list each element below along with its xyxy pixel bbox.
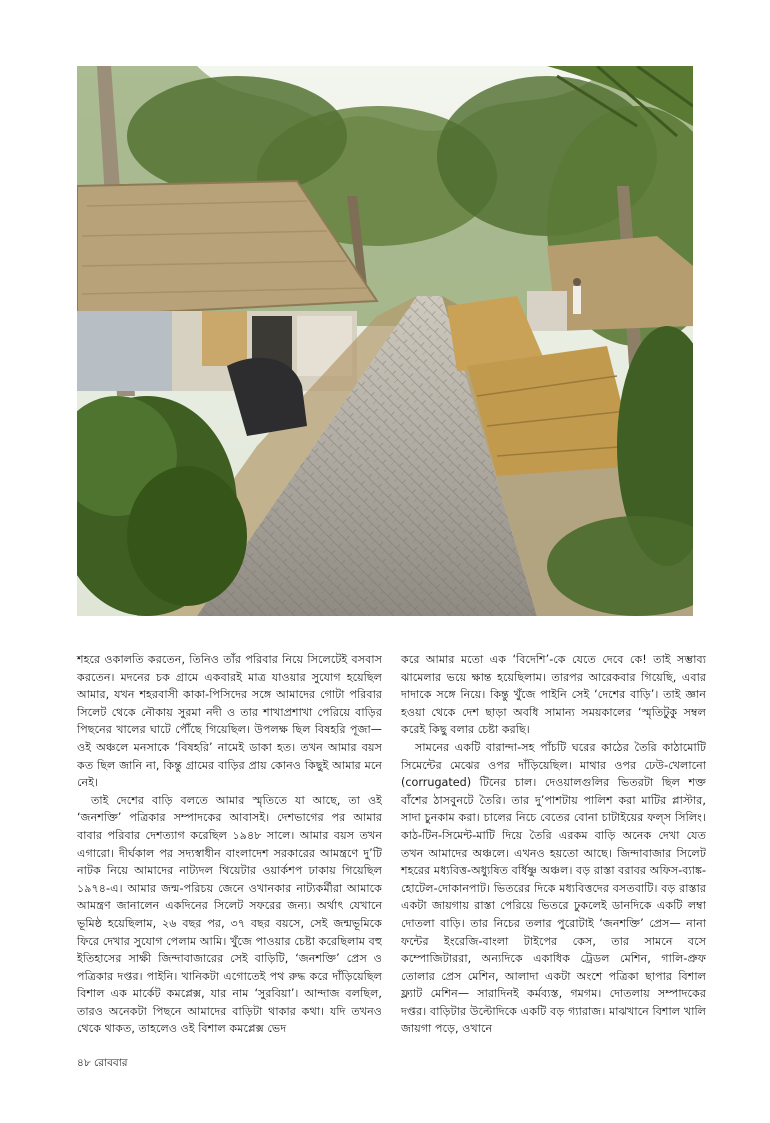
village-lane-photo	[77, 66, 693, 616]
article-left-column	[77, 651, 382, 1038]
page-footer	[77, 1056, 128, 1073]
paragraph: সামনের একটি বারান্দা-সহ পাঁচটি ঘরের কাঠের তৈরি কাঠামোটি সিমেন্টের মেঝের ওপর দাঁড়িয়েছিল। মাথার ওপর ঢেউ-খেলানো (corrugated) টিনের চাল। দেওয়ালগুলির ভিতরটা ছিল শক্ত বাঁশের ঠাসবুনটে তৈরি। তার দু’পাশটায় পালিশ করা মাটির প্লাস্টার, সাদা চুনকাম করা। চালের নিচে বেতের বোনা চাটাইয়ের ফল্‌স সিলিং। কাঠ-টিন-সিমেন্ট-মাটি দিয়ে তৈরি এরকম বাড়ি অনেক দেখা যেত তখন আমাদের অঞ্চলে। এখনও হয়তো আছে। জিন্দাবাজার সিলেট শহরের মধ্যবিত্ত-অধ্যুষিত বর্ধিষ্ণু অঞ্চল। বড় রাস্তা বরাবর অফিস-ব্যাঙ্ক-হোটেল-দোকানপাট। ভিতরের দিকে মধ্যবিত্তদের বসতবাটি। বড় রাস্তার একটা জায়গায় রাস্তা পেরিয়ে ভিতরে ঢুকলেই ডানদিকে একটি লম্বা দোতলা বাড়ি। তার নিচের তলার পুরোটাই ‘জনশক্তি’ প্রেস— নানা ফন্টের ইংরেজি-বাংলা টাইপের কেস, তার সামনে বসে কম্পোজিটাররা, অন্যদিকে একাধিক ট্রেডল মেশিন, গালি-প্রুফ তোলার প্রেস মেশিন, আলাদা একটা অংশে পত্রিকা ছাপার বিশাল ফ্ল্যাট মেশিন— সারাদিনই কর্মব্যস্ত, গমগম। দোতলায় সম্পাদকের দপ্তর। বাড়িটার উল্টোদিকে একটি বড় গ্যারাজ। মাঝখানে বিশাল খালি জায়গা পড়ে, ওখানে	[401, 740, 706, 1036]
article-right-column	[401, 651, 706, 1038]
magazine-name: রোববার	[93, 1057, 128, 1069]
paragraph: করে আমার মতো এক ‘বিদেশি’-কে যেতে দেবে কে! তাই সম্ভাব্য ঝামেলার ভয়ে ক্ষান্ত হয়েছিলাম। তারপর আরেকবার গিয়েছি, এবার দাদাকে সঙ্গে নিয়ে। কিন্তু খুঁজে পাইনি সেই ‘দেশের বাড়ি’। তাই জ্ঞান হওয়া থেকে দেশ ছাড়া অবধি সামান্য সময়কালের ‘স্মৃতিটুকু সম্বল করেই কিছু বলার চেষ্টা করছি।	[401, 653, 706, 737]
paragraph: শহরে ওকালতি করতেন, তিনিও তাঁর পরিবার নিয়ে সিলেটেই বসবাস করতেন। মদনের চক গ্রামে একবারই মাত্র যাওয়ার সুযোগ হয়েছিল আমার, যখন শহরবাসী কাকা-পিসিদের সঙ্গে আমাদের গোটা পরিবার সিলেট থেকে নৌকায় সুরমা নদী ও তার শাখাপ্রশাখা পেরিয়ে বাড়ির পিছনের খালের ঘাটে পৌঁছে গিয়েছিল। উপলক্ষ ছিল বিষহরি পূজা— ওই অঞ্চলে মনসাকে ‘বিষহরি’ নামেই ডাকা হত। তখন আমার বয়স কত ছিল জানি না, কিন্তু গ্রামের বাড়ির প্রায় কোনও কিছুই আমার মনে নেই।	[77, 653, 382, 790]
paragraph: তাই দেশের বাড়ি বলতে আমার স্মৃতিতে যা আছে, তা ওই ‘জনশক্তি’ পত্রিকার সম্পাদকের আবাসই। দেশভাগের পর আমার বাবার পরিবার দেশত্যাগ করেছিল ১৯৪৮ সালে। আমার বয়স তখন এগারো। দীর্ঘকাল পর সদ্যস্বাধীন বাংলাদেশ সরকারের আমন্ত্রণে দু’টি নাটক নিয়ে আমাদের নাট্যদল থিয়েটার ওয়ার্কশপ ঢাকায় গিয়েছিল ১৯৭৪-এ। আমার জন্ম-পরিচয় জেনে ওখানকার নাট্যকর্মীরা আমাকে আমন্ত্রণ জানালেন একদিনের সিলেট সফরের জন্য। অর্থাৎ যেখানে ভূমিষ্ঠ হয়েছিলাম, ২৬ বছর পর, ৩৭ বছর বয়সে, সেই জন্মভূমিকে ফিরে দেখার সুযোগ পেলাম আমি। খুঁজে পাওয়ার চেষ্টা করেছিলাম বহু ইতিহাসের সাক্ষী জিন্দাবাজারের সেই বাড়িটি, ‘জনশক্তি’ প্রেস ও পত্রিকার দপ্তর। পাইনি। খানিকটা এগোতেই পথ রুদ্ধ করে দাঁড়িয়েছিল বিশাল এক মার্কেট কমপ্লেক্স, যার নাম ‘সুরবিয়া’। আন্দাজ বলছিল, তারও অনেকটা পিছনে আমাদের বাড়িটা থাকার কথা। যদি তখনও থেকে থাকত, তাহলেও ওই বিশাল কমপ্লেক্স ভেদ	[77, 793, 382, 1036]
page-number: ৪৮	[77, 1057, 91, 1069]
